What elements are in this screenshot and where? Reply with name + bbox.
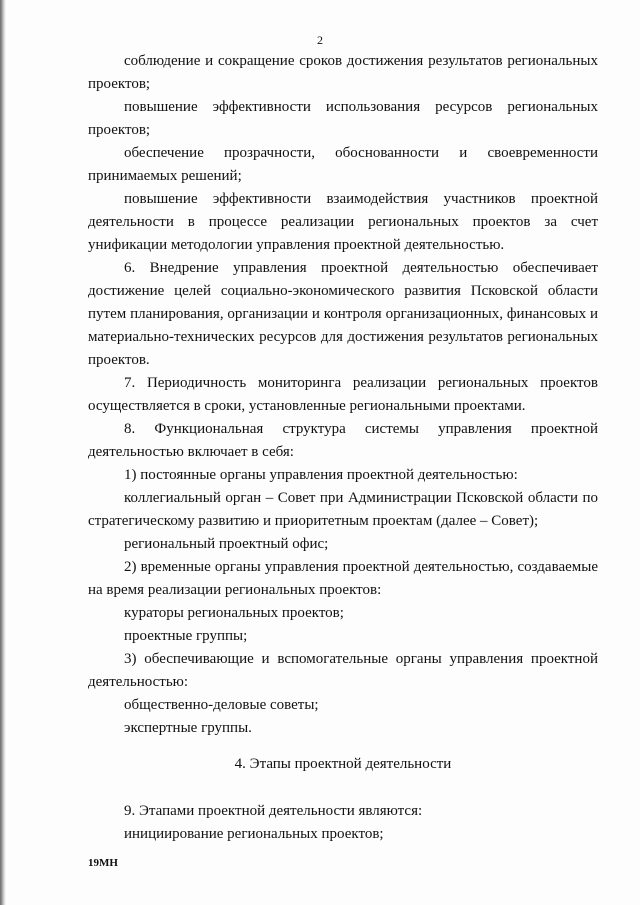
paragraph: 1) постоянные органы управления проектной деятельностью: bbox=[124, 467, 518, 483]
paragraph: кураторы региональных проектов; bbox=[124, 605, 344, 621]
section-body bbox=[88, 800, 598, 846]
paragraph: повышение эффективности взаимодействия участников проектной деятельности в процессе реализации региональных проектов за счет унификации методологии управления проектной деятельностью. bbox=[88, 191, 598, 253]
scan-edge-shadow bbox=[0, 0, 6, 905]
paragraph: обеспечение прозрачности, обоснованности и своевременности принимаемых решений; bbox=[88, 145, 598, 184]
footer-code: 19МН bbox=[88, 857, 118, 869]
page-number: 2 bbox=[317, 33, 323, 47]
paragraph: соблюдение и сокращение сроков достижения результатов региональных проектов; bbox=[88, 53, 598, 92]
paragraph: 7. Периодичность мониторинга реализации региональных проектов осуществляется в сроки, установленные региональными проектами. bbox=[88, 375, 598, 414]
paragraph: повышение эффективности использования ресурсов региональных проектов; bbox=[88, 99, 598, 138]
body-text bbox=[88, 50, 598, 740]
paragraph: общественно-деловые советы; bbox=[124, 697, 319, 713]
paragraph: коллегиальный орган – Совет при Администрации Псковской области по стратегическому развитию и приоритетным проектам (далее – Совет); bbox=[88, 490, 598, 529]
paragraph: 2) временные органы управления проектной деятельностью, создаваемые на время реализации региональных проектов: bbox=[88, 559, 598, 598]
paragraph: экспертные группы. bbox=[124, 720, 252, 736]
paragraph: проектные группы; bbox=[124, 628, 248, 644]
paragraph: региональный проектный офис; bbox=[124, 536, 329, 552]
paragraph: 9. Этапами проектной деятельности являются: bbox=[124, 803, 423, 819]
paragraph: 3) обеспечивающие и вспомогательные органы управления проектной деятельностью: bbox=[88, 651, 598, 690]
section-heading: 4. Этапы проектной деятельности bbox=[234, 756, 452, 772]
paragraph: инициирование региональных проектов; bbox=[124, 826, 384, 842]
paragraph: 6. Внедрение управления проектной деятельностью обеспечивает достижение целей социально-экономического развития Псковской области путем планирования, организации и контроля организационных, финансовых и материально-технических ресурсов для достижения результатов региональных проектов. bbox=[88, 260, 598, 368]
paragraph: 8. Функциональная структура системы управления проектной деятельностью включает в себя: bbox=[88, 421, 598, 460]
